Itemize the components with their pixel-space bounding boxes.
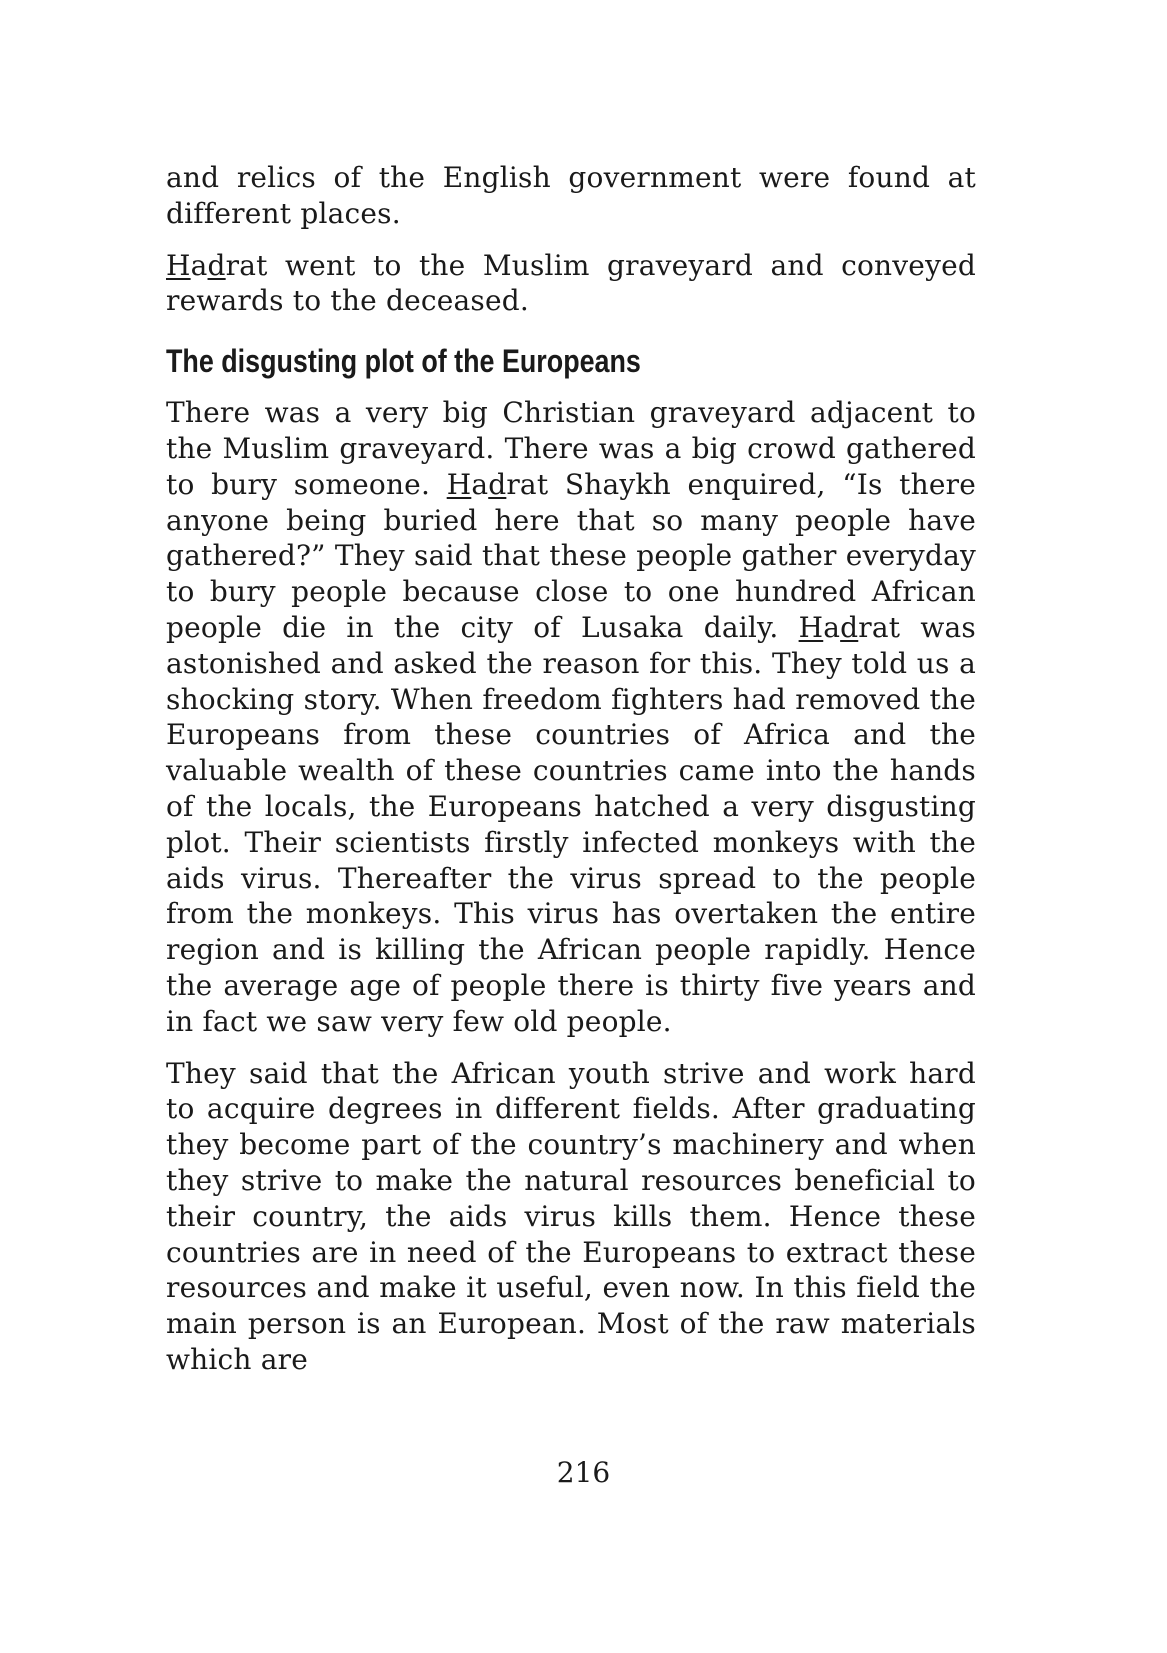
underlined-letter: H: [166, 248, 191, 282]
underlined-letter: H: [446, 467, 472, 501]
text-run: a: [471, 467, 489, 501]
text-run: rat Shaykh enquired, “Is there anyone being buried here that so many people have gathered?” They said that these people gather everyday to bury people because close to one hundred African people die in the city of Lusaka daily.: [166, 467, 976, 644]
text-run: a: [190, 248, 208, 282]
section-heading: The disgusting plot of the Europeans: [166, 343, 641, 380]
underlined-letter: H: [798, 610, 824, 644]
page-content: [166, 160, 976, 1378]
paragraph-christian-graveyard: [166, 395, 976, 1039]
underlined-letter: d: [207, 248, 226, 282]
text-run: a: [823, 610, 841, 644]
text-run: rat was astonished and asked the reason for this. They told us a shocking story. When freedom fighters had removed the Europeans from these countries of Africa and the valuable wealth of these countries came into the hands of the locals, the Europeans hatched a very disgusting plot. Their scientists firstly infected monkeys with the aids virus. Thereafter the virus spread to the people from the monkeys. This virus has overtaken the entire region and is killing the African people rapidly. Hence the average age of people there is thirty five years and in fact we saw very few old people.: [166, 610, 976, 1038]
paragraph-relics: and relics of the English government were found at different places.: [166, 161, 976, 230]
paragraph-graveyard-visit: [166, 248, 976, 320]
page-number: 216: [556, 1456, 611, 1489]
underlined-letter: d: [840, 610, 859, 644]
text-run: rat went to the Muslim graveyard and conveyed rewards to the deceased.: [166, 248, 976, 318]
text-run: There was a very big Christian graveyard adjacent to the Muslim graveyard. There was a big crowd gathered to bury someone.: [166, 396, 976, 501]
underlined-letter: d: [488, 467, 507, 501]
paragraph-african-youth: They said that the African youth strive and work hard to acquire degrees in different fields. After graduating they become part of the country’s machinery and when they strive to make the natural resources beneficial to their country, the aids virus kills them. Hence these countries are in need of the Europeans to extract these resources and make it useful, even now. In this field the main person is an European. Most of the raw materials which are: [166, 1056, 976, 1376]
